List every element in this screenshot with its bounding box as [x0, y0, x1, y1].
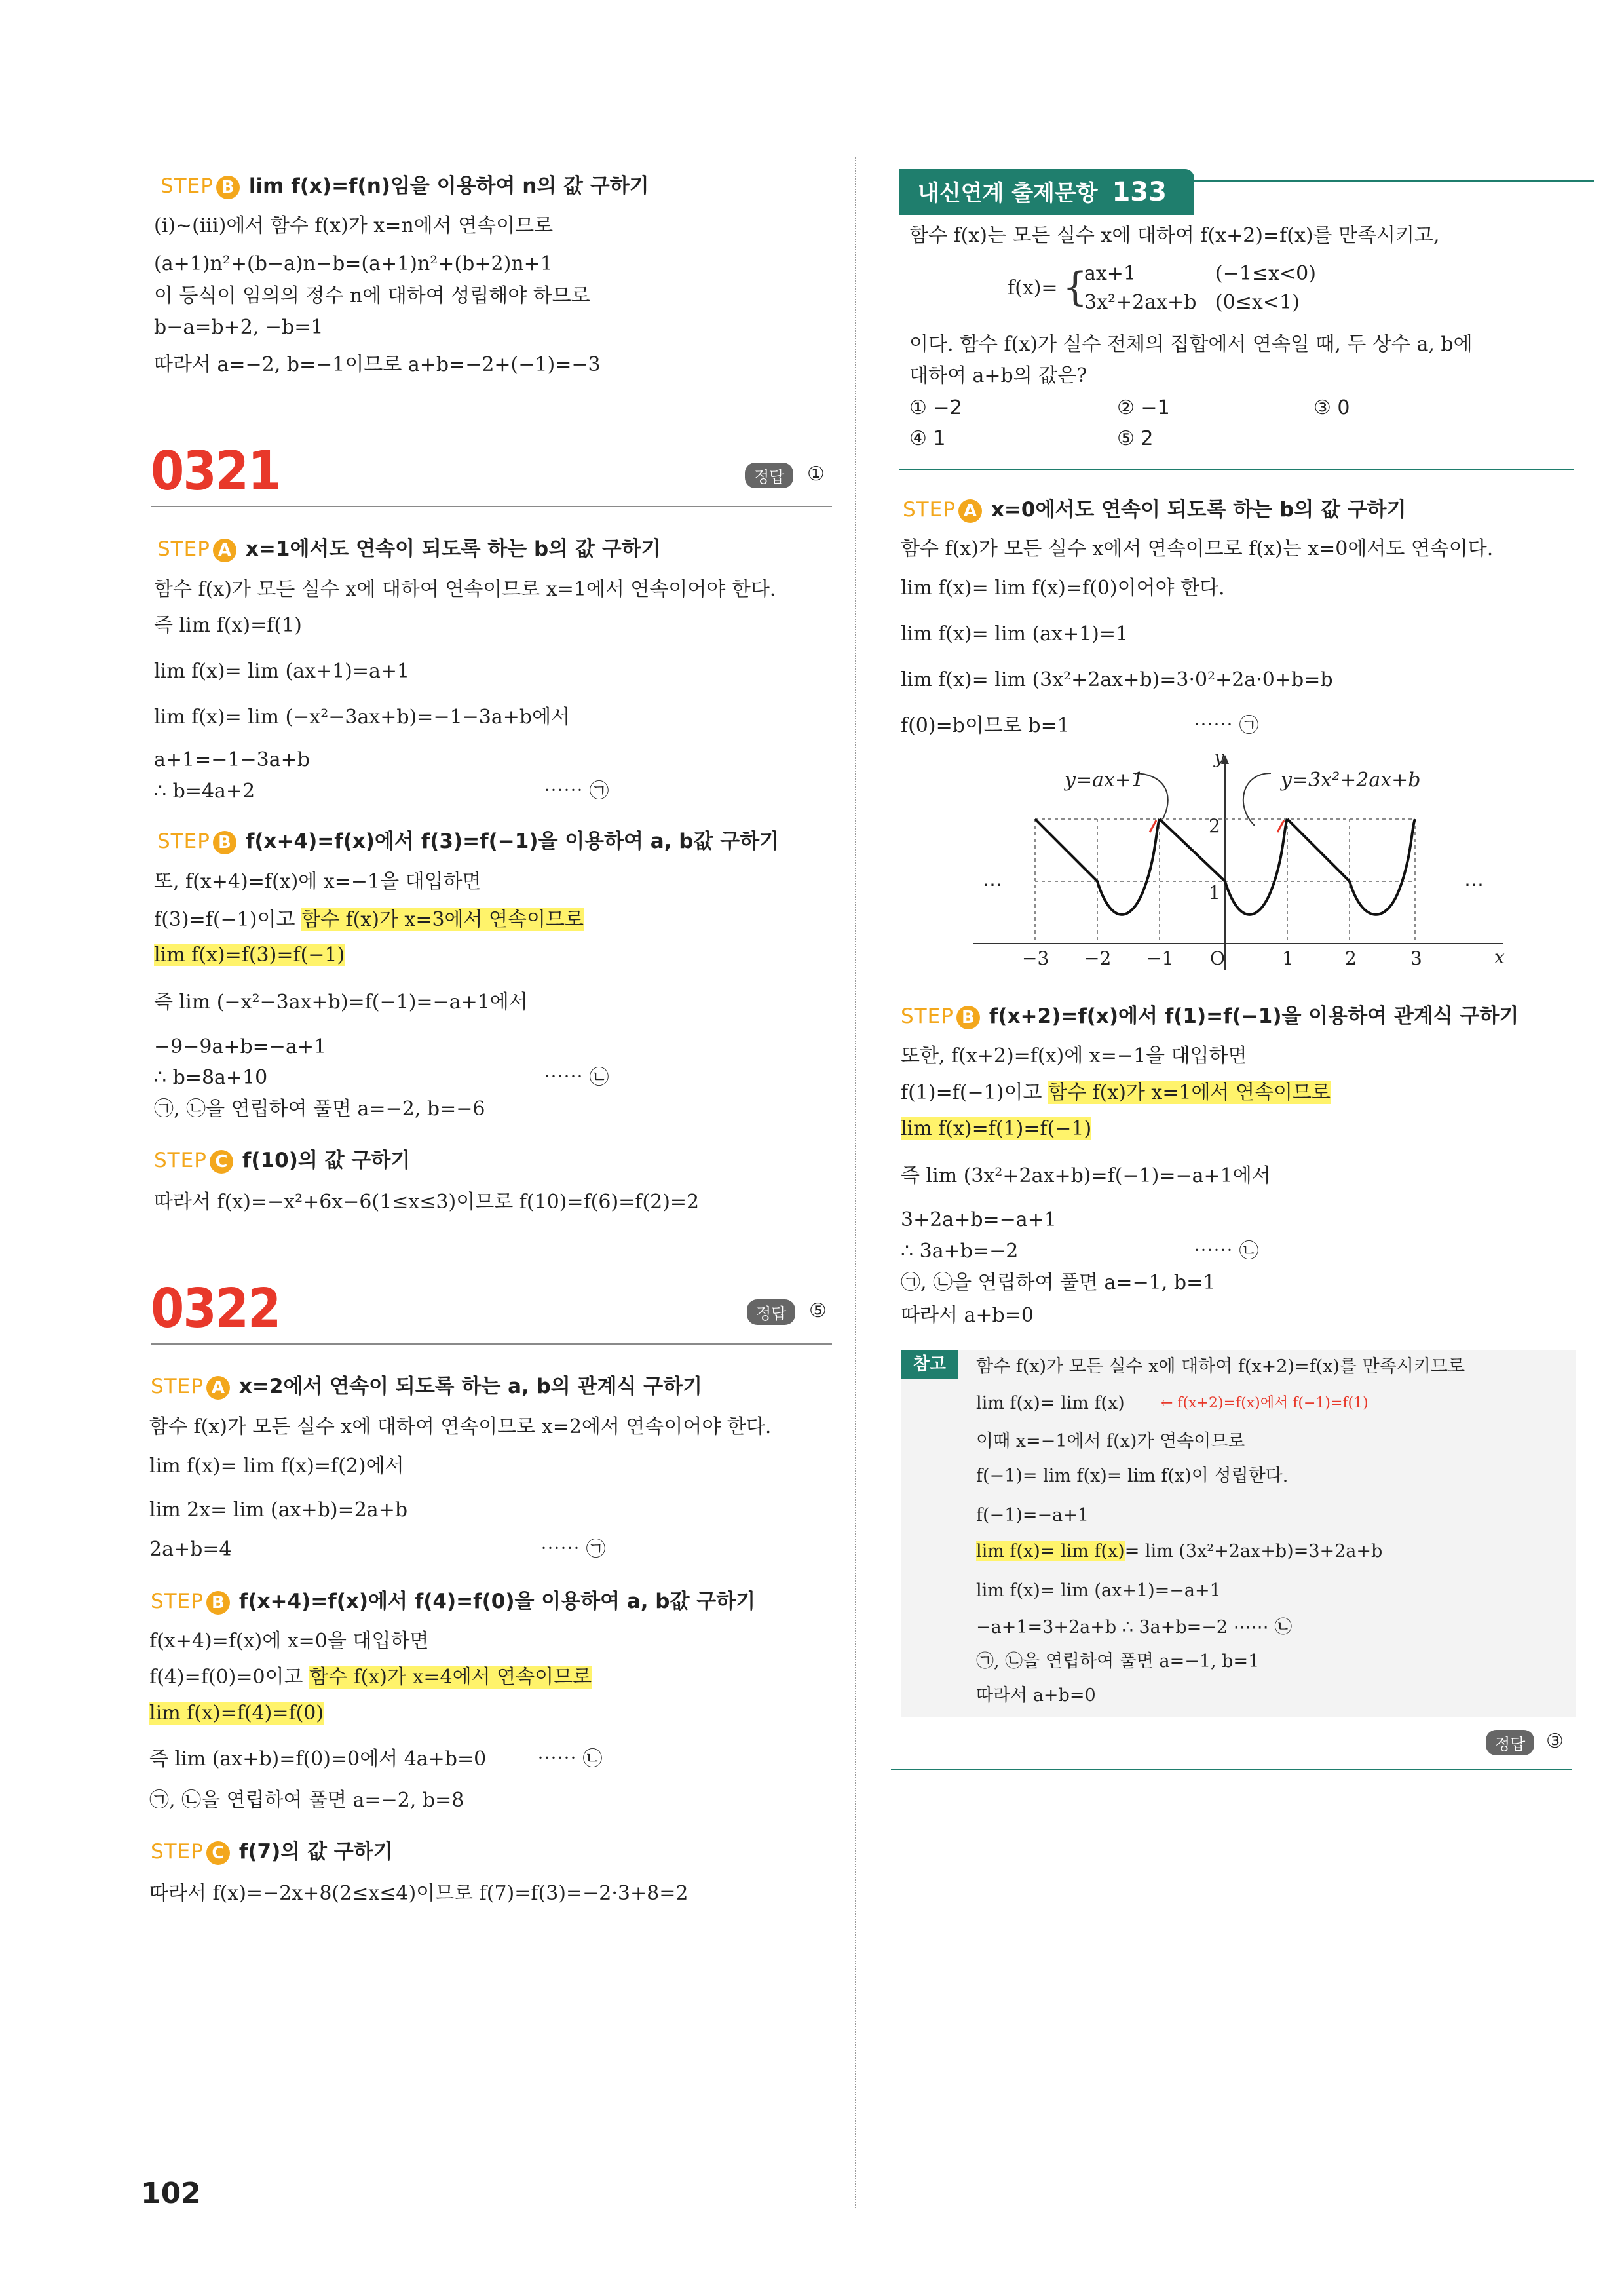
note-line: lim f(x)= lim f(x)= lim (3x²+2ax+b)=3+2a+b [976, 1541, 1383, 1561]
origin-label: O [1210, 947, 1225, 969]
choice-2[interactable]: ② −1 [1117, 396, 1170, 419]
text-line: −9−9a+b=−a+1 [154, 1035, 327, 1058]
answer-mark: ① [807, 463, 825, 486]
text-line: 함수 f(x)가 모든 실수 x에 대하여 연속이므로 x=2에서 연속이어야 한다. [149, 1415, 772, 1438]
text-line: 즉 lim (3x²+2ax+b)=f(−1)=−a+1에서 [901, 1164, 1271, 1187]
answer-badge: 정답 [1486, 1730, 1534, 1755]
text-line: 2a+b=4 [149, 1538, 232, 1561]
text-line: lim f(x)=f(3)=f(−1) [154, 944, 345, 966]
section-rule [151, 1343, 832, 1345]
x-tick: 3 [1410, 947, 1422, 969]
text-line: (a+1)n²+(b−a)n−b=(a+1)n²+(b+2)n+1 [154, 252, 553, 275]
choice-1[interactable]: ① −2 [909, 396, 962, 419]
text-line: f(3)=f(−1)이고 함수 f(x)가 x=3에서 연속이므로 [154, 908, 584, 931]
text-line: f(x+4)=f(x)에 x=0을 대입하면 [149, 1630, 429, 1653]
text-line: 따라서 a=−2, b=−1이므로 a+b=−2+(−1)=−3 [154, 353, 601, 376]
bottom-rule [891, 1769, 1572, 1770]
problem-header: 내신연계 출제문항 133 [899, 169, 1194, 215]
text-line: lim f(x)= lim f(x)=f(0)이어야 한다. [901, 577, 1225, 600]
choice-4[interactable]: ④ 1 [909, 427, 946, 450]
text-line: b−a=b+2, −b=1 [154, 316, 324, 339]
text-line: 또, f(x+4)=f(x)에 x=−1을 대입하면 [154, 870, 482, 893]
text-line: ㉠, ㉡을 연립하여 풀면 a=−1, b=1 [901, 1271, 1216, 1294]
problem-text: 대하여 a+b의 값은? [909, 364, 1087, 387]
text-line: ∴ 3a+b=−2 [901, 1240, 1019, 1263]
note-label: 참고 [901, 1350, 958, 1379]
step-b-heading: STEP B f(x+4)=f(x)에서 f(3)=f(−1)을 이용하여 a, b값 구하기 [157, 830, 780, 853]
step-b-heading: STEP B f(x+2)=f(x)에서 f(1)=f(−1)을 이용하여 관계식 구하기 [901, 1004, 1519, 1028]
x-tick: 2 [1345, 947, 1357, 969]
red-marker-left [1150, 820, 1156, 832]
note-line: −a+1=3+2a+b ∴ 3a+b=−2 ⋯⋯ ㉡ [976, 1617, 1293, 1637]
piece-2-domain: (0≤x<1) [1215, 291, 1300, 314]
text-line: lim 2x= lim (ax+b)=2a+b [149, 1499, 408, 1521]
equation-ref: ⋯⋯ ㉠ [1194, 714, 1259, 737]
text-line: 따라서 a+b=0 [901, 1304, 1034, 1327]
ellipsis-right: ⋯ [1464, 873, 1484, 896]
text-line: ∴ b=4a+2 [154, 780, 255, 803]
note-line: lim f(x)= lim f(x) [976, 1393, 1125, 1413]
text-line: 3+2a+b=−a+1 [901, 1208, 1057, 1231]
text-line: 함수 f(x)가 모든 실수 x에서 연속이므로 f(x)는 x=0에서도 연속이다. [901, 537, 1494, 560]
text-line: lim f(x)= lim f(x)=f(2)에서 [149, 1455, 404, 1478]
page-number: 102 [141, 2177, 201, 2210]
piecewise-label: f(x)= [1008, 277, 1058, 299]
text-line: ∴ b=8a+10 [154, 1066, 268, 1089]
piece-1: ax+1 [1084, 262, 1137, 285]
note-line: f(−1)= lim f(x)= lim f(x)이 성립한다. [976, 1466, 1289, 1486]
step-a-heading: STEP A x=0에서도 연속이 되도록 하는 b의 값 구하기 [903, 498, 1407, 522]
text-line: 따라서 f(x)=−2x+8(2≤x≤4)이므로 f(7)=f(3)=−2·3+8=2 [149, 1882, 689, 1905]
problem-number-0322: 0322 [151, 1278, 280, 1340]
x-tick: 1 [1282, 947, 1294, 969]
section-rule [151, 506, 832, 507]
step-c-heading: STEP C f(10)의 값 구하기 [154, 1149, 411, 1172]
note-line: 함수 f(x)가 모든 실수 x에 대하여 f(x+2)=f(x)를 만족시키므로 [976, 1356, 1465, 1377]
equation-ref: ⋯⋯ ㉡ [537, 1748, 603, 1770]
answer-badge: 정답 [747, 1299, 795, 1325]
text-line: 즉 lim f(x)=f(1) [154, 614, 302, 637]
step-a-heading: STEP A x=2에서 연속이 되도록 하는 a, b의 관계식 구하기 [151, 1375, 702, 1398]
text-line: 이 등식이 임의의 정수 n에 대하여 성립해야 하므로 [154, 284, 590, 307]
note-line: ㉠, ㉡을 연립하여 풀면 a=−1, b=1 [976, 1651, 1260, 1672]
note-line: f(−1)=−a+1 [976, 1505, 1089, 1525]
step-b-heading-top: STEP B lim f(x)=f(n)임을 이용하여 n의 값 구하기 [161, 174, 649, 198]
y-tick-2: 2 [1209, 815, 1220, 837]
text-line: ㉠, ㉡을 연립하여 풀면 a=−2, b=8 [149, 1789, 464, 1812]
red-marker-right [1277, 820, 1284, 832]
answer-mark: ③ [1546, 1730, 1564, 1753]
step-b-heading: STEP B f(x+4)=f(x)에서 f(4)=f(0)을 이용하여 a, b값 구하기 [151, 1590, 756, 1613]
label-ax-plus-1: y=ax+1 [1065, 769, 1144, 792]
text-line: lim f(x)= lim (ax+1)=1 [901, 622, 1129, 645]
text-line: lim f(x)= lim (3x²+2ax+b)=3·0²+2a·0+b=b [901, 668, 1333, 691]
answer-badge: 정답 [745, 463, 793, 488]
pointer-arrow-right [1243, 773, 1271, 826]
x-tick: −2 [1084, 947, 1112, 969]
note-line: 따라서 a+b=0 [976, 1685, 1096, 1706]
text-line: 즉 lim (−x²−3ax+b)=f(−1)=−a+1에서 [154, 991, 528, 1014]
text-line: (ⅰ)~(ⅲ)에서 함수 f(x)가 x=n에서 연속이므로 [154, 214, 554, 237]
note-annotation: ← f(x+2)=f(x)에서 f(−1)=f(1) [1161, 1395, 1369, 1411]
answer-mark: ⑤ [809, 1299, 827, 1322]
periodic-function-graph [966, 747, 1510, 983]
problem-text: 함수 f(x)는 모든 실수 x에 대하여 f(x+2)=f(x)를 만족시키고, [909, 224, 1440, 247]
text-line: f(0)=b이므로 b=1 [901, 714, 1070, 737]
text-line: a+1=−1−3a+b [154, 748, 310, 771]
problem-number-0321: 0321 [151, 440, 280, 503]
text-line: 함수 f(x)가 모든 실수 x에 대하여 연속이므로 x=1에서 연속이어야 한다. [154, 578, 776, 601]
text-line: 따라서 f(x)=−x²+6x−6(1≤x≤3)이므로 f(10)=f(6)=f(2)=2 [154, 1191, 700, 1214]
piece-1-domain: (−1≤x<0) [1215, 262, 1316, 285]
x-tick: −3 [1022, 947, 1049, 969]
equation-ref: ⋯⋯ ㉡ [544, 1066, 609, 1089]
text-line: lim f(x)=f(1)=f(−1) [901, 1117, 1092, 1140]
equation-ref: ⋯⋯ ㉠ [544, 780, 609, 803]
label-quadratic: y=3x²+2ax+b [1281, 769, 1421, 792]
step-a-heading: STEP A x=1에서도 연속이 되도록 하는 b의 값 구하기 [157, 537, 661, 561]
step-c-heading: STEP C f(7)의 값 구하기 [151, 1840, 393, 1864]
text-line: f(4)=f(0)=0이고 함수 f(x)가 x=4에서 연속이므로 [149, 1666, 592, 1689]
choice-5[interactable]: ⑤ 2 [1117, 427, 1154, 450]
text-line: ㉠, ㉡을 연립하여 풀면 a=−2, b=−6 [154, 1098, 485, 1120]
y-tick-1: 1 [1209, 882, 1220, 904]
choice-3[interactable]: ③ 0 [1313, 396, 1350, 419]
problem-rule [899, 469, 1574, 470]
note-line: lim f(x)= lim (ax+1)=−a+1 [976, 1580, 1221, 1601]
text-line: 또한, f(x+2)=f(x)에 x=−1을 대입하면 [901, 1044, 1247, 1067]
x-axis-label: x [1494, 946, 1505, 968]
piece-2: 3x²+2ax+b [1084, 291, 1197, 314]
problem-text: 이다. 함수 f(x)가 실수 전체의 집합에서 연속일 때, 두 상수 a, b에 [909, 333, 1473, 356]
text-line: f(1)=f(−1)이고 함수 f(x)가 x=1에서 연속이므로 [901, 1081, 1331, 1104]
ellipsis-left: ⋯ [983, 873, 1002, 896]
text-line: lim f(x)= lim (ax+1)=a+1 [154, 660, 410, 683]
text-line: lim f(x)=f(4)=f(0) [149, 1702, 324, 1725]
brace: { [1063, 264, 1088, 310]
text-line: 즉 lim (ax+b)=f(0)=0에서 4a+b=0 [149, 1748, 487, 1770]
y-axis-label: y [1214, 747, 1224, 768]
equation-ref: ⋯⋯ ㉡ [1194, 1240, 1259, 1263]
note-line: 이때 x=−1에서 f(x)가 연속이므로 [976, 1431, 1245, 1451]
column-divider [855, 157, 856, 2208]
text-line: lim f(x)= lim (−x²−3ax+b)=−1−3a+b에서 [154, 706, 571, 729]
equation-ref: ⋯⋯ ㉠ [540, 1538, 606, 1561]
x-tick: −1 [1146, 947, 1174, 969]
